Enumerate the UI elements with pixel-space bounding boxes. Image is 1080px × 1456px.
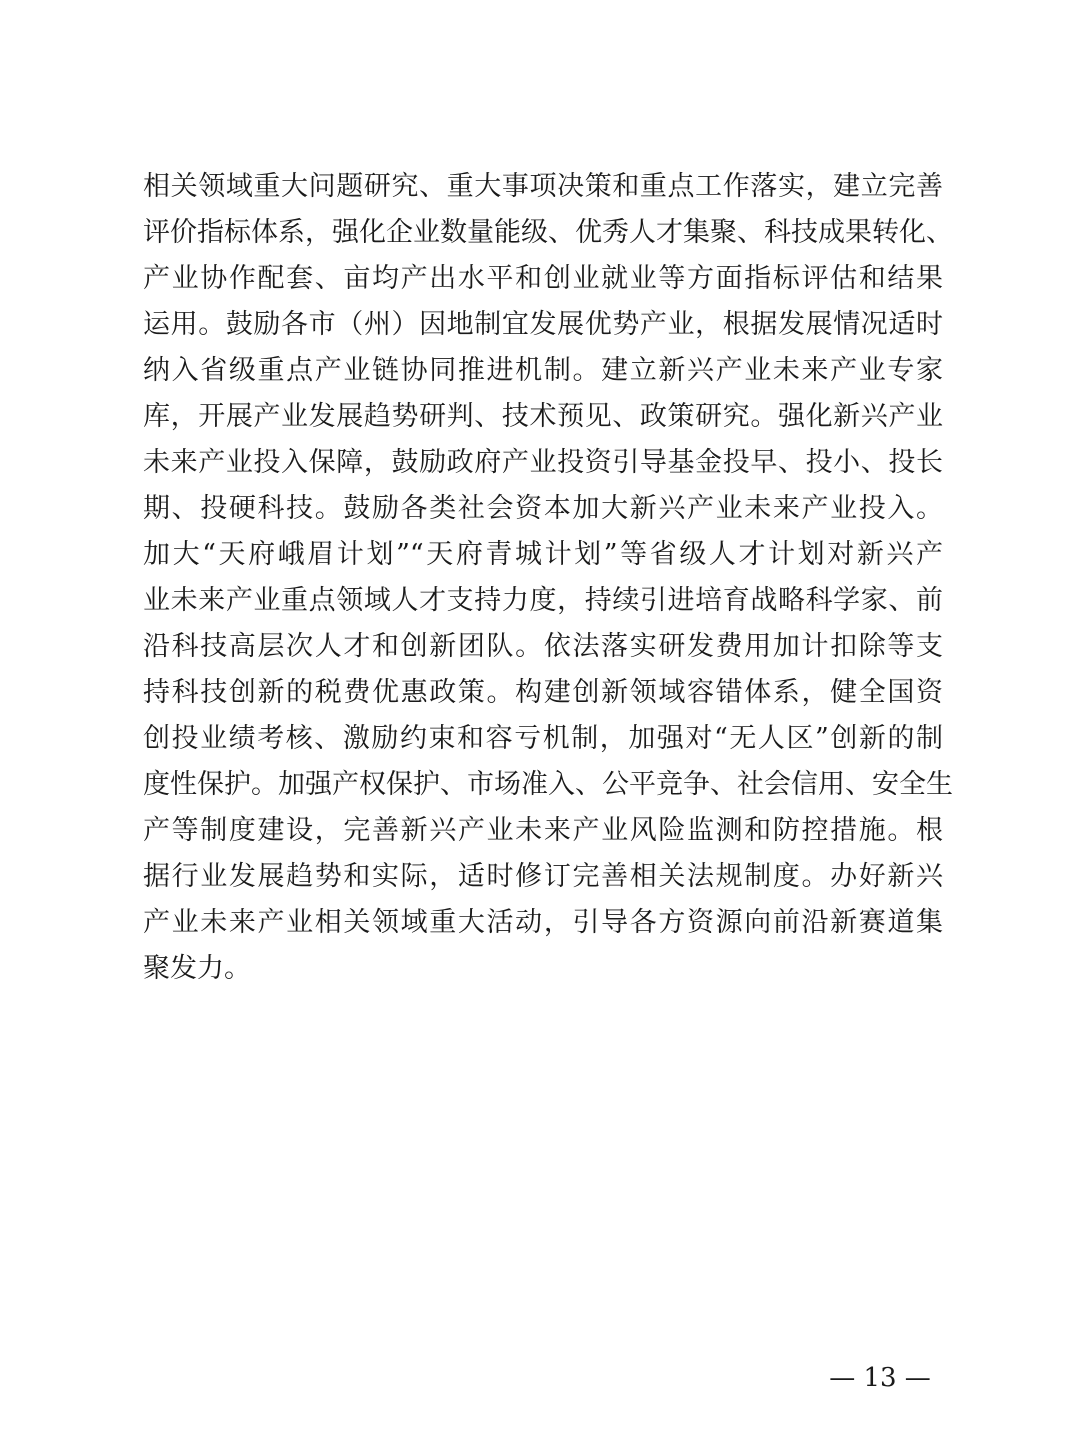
text-line-13: 创投业绩考核、激励约束和容亏机制，加强对“无人区”创新的制 bbox=[143, 723, 943, 754]
text-line-1: 相关领域重大问题研究、重大事项决策和重点工作落实，建立完善 bbox=[143, 171, 943, 202]
text-line-4: 运用。鼓励各市（州）因地制宜发展优势产业，根据发展情况适时 bbox=[143, 309, 943, 340]
text-line-18: 聚发力。 bbox=[143, 953, 251, 984]
text-line-8: 期、投硬科技。鼓励各类社会资本加大新兴产业未来产业投入。 bbox=[143, 493, 943, 524]
text-line-12: 持科技创新的税费优惠政策。构建创新领域容错体系，健全国资 bbox=[143, 677, 943, 708]
text-line-7: 未来产业投入保障，鼓励政府产业投资引导基金投早、投小、投长 bbox=[143, 447, 943, 478]
text-line-6: 库，开展产业发展趋势研判、技术预见、政策研究。强化新兴产业 bbox=[143, 401, 943, 432]
text-line-16: 据行业发展趋势和实际，适时修订完善相关法规制度。办好新兴 bbox=[143, 861, 943, 892]
text-line-5: 纳入省级重点产业链协同推进机制。建立新兴产业未来产业专家 bbox=[143, 355, 943, 386]
text-line-2: 评价指标体系，强化企业数量能级、优秀人才集聚、科技成果转化、 bbox=[143, 217, 953, 248]
text-line-15: 产等制度建设，完善新兴产业未来产业风险监测和防控措施。根 bbox=[143, 815, 943, 846]
text-line-3: 产业协作配套、亩均产出水平和创业就业等方面指标评估和结果 bbox=[143, 263, 943, 294]
text-line-10: 业未来产业重点领域人才支持力度，持续引进培育战略科学家、前 bbox=[143, 585, 943, 616]
text-line-17: 产业未来产业相关领域重大活动，引导各方资源向前沿新赛道集 bbox=[143, 907, 943, 938]
text-line-9: 加大“天府峨眉计划”“天府青城计划”等省级人才计划对新兴产 bbox=[143, 539, 943, 570]
text-line-14: 度性保护。加强产权保护、市场准入、公平竞争、社会信用、安全生 bbox=[143, 769, 953, 800]
body-paragraph bbox=[143, 164, 953, 992]
text-line-11: 沿科技高层次人才和创新团队。依法落实研发费用加计扣除等支 bbox=[143, 631, 943, 662]
page-number: — 13 — bbox=[829, 1363, 931, 1393]
